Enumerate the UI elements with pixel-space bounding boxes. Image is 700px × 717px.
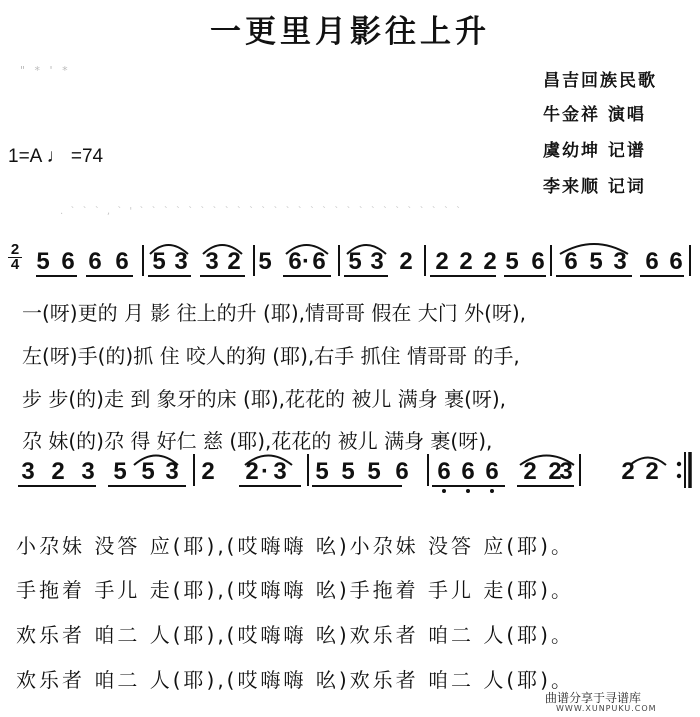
slur — [286, 245, 328, 254]
slur — [245, 456, 292, 466]
lyric-line-2c: 欢乐者 咱二 人(耶),(哎嗨嗨 吆)欢乐者 咱二 人(耶)。 — [16, 623, 574, 647]
note: 2 — [435, 248, 449, 275]
note: 2 — [645, 458, 659, 485]
note: · — [302, 248, 310, 275]
credit-lyrics: 李来顺 记词 — [543, 177, 646, 197]
note: 6 — [531, 248, 545, 275]
repeat-dot — [677, 474, 681, 478]
note: 2 — [201, 458, 215, 485]
note: 6 — [288, 248, 302, 275]
slur — [134, 456, 178, 466]
note: 5 — [348, 248, 362, 275]
note: 5 — [341, 458, 355, 485]
slur — [630, 458, 666, 466]
lyric-line-1c: 步 步(的)走 到 象牙的床 (耶),花花的 被儿 满身 裹(呀), — [22, 387, 507, 411]
watermark: 曲谱分享于寻谱库 — [545, 691, 642, 705]
lyric-line-2a: 小尕妹 没答 应(耶),(哎嗨嗨 吆)小尕妹 没答 应(耶)。 — [16, 534, 574, 558]
note: 2 — [245, 458, 259, 485]
note: 6 — [645, 248, 659, 275]
song-title: 一更里月影往上升 — [210, 14, 490, 50]
credit-origin: 昌吉回族民歌 — [543, 71, 657, 91]
note: 5 — [141, 458, 155, 485]
note: 3 — [370, 248, 384, 275]
note: 6 — [485, 458, 499, 485]
note: 3 — [273, 458, 287, 485]
note: 3 — [174, 248, 188, 275]
note: 3 — [559, 458, 573, 485]
note: 5 — [152, 248, 166, 275]
lyric-line-1a: 一(呀)更的 月 影 往上的升 (耶),情哥哥 假在 大门 外(呀), — [22, 301, 527, 325]
note: 6 — [115, 248, 129, 275]
time-signature-top: 2 — [10, 241, 20, 258]
lyric-line-1b: 左(呀)手(的)抓 住 咬人的狗 (耶),右手 抓住 情哥哥 的手, — [22, 344, 520, 368]
key-tempo: 1=A ♩ =74 — [8, 146, 104, 167]
note: 6 — [312, 248, 326, 275]
note: 3 — [613, 248, 627, 275]
note: 2 — [51, 458, 65, 485]
scan-noise-2: . ` ` ` , ` ' ` ` ` ` ` ` ` ` ` ` ` ` ` ` ` ` ` ` ` ` ` ` ` ` ` ` ` — [60, 206, 464, 217]
note: 6 — [437, 458, 451, 485]
note: 5 — [113, 458, 127, 485]
note: 6 — [669, 248, 683, 275]
watermark-url: WWW.XUNPUKU.COM — [556, 704, 657, 713]
credit-notation: 虞幼坤 记谱 — [543, 141, 646, 161]
note: 2 — [483, 248, 497, 275]
lyric-line-1d: 尕 妹(的)尕 得 好仁 慈 (耶),花花的 被儿 满身 裹(呀), — [22, 429, 493, 453]
note: 5 — [505, 248, 519, 275]
note: 6 — [88, 248, 102, 275]
slur — [520, 456, 574, 466]
note: 6 — [564, 248, 578, 275]
lyric-line-2b: 手拖着 手儿 走(耶),(哎嗨嗨 吆)手拖着 手儿 走(耶)。 — [16, 578, 574, 602]
note: 2 — [548, 458, 562, 485]
slur — [560, 244, 628, 254]
note: 5 — [315, 458, 329, 485]
note: 6 — [461, 458, 475, 485]
repeat-dot — [677, 462, 681, 466]
slur — [347, 245, 386, 254]
octave-dot — [490, 489, 494, 493]
octave-dot — [466, 489, 470, 493]
note: 6 — [395, 458, 409, 485]
slur — [150, 245, 188, 254]
note: 3 — [205, 248, 219, 275]
lyric-line-2d: 欢乐者 咱二 人(耶),(哎嗨嗨 吆)欢乐者 咱二 人(耶)。 — [16, 668, 574, 692]
note: 2 — [459, 248, 473, 275]
note: 3 — [81, 458, 95, 485]
note: 2 — [399, 248, 413, 275]
note: 2 — [621, 458, 635, 485]
note: 5 — [589, 248, 603, 275]
note: 2 — [523, 458, 537, 485]
note: 3 — [165, 458, 179, 485]
note: 5 — [258, 248, 272, 275]
note: 2 — [227, 248, 241, 275]
octave-dot — [442, 489, 446, 493]
scan-noise: " * ' * — [20, 64, 71, 77]
time-signature-bottom: 4 — [10, 256, 20, 273]
note: 5 — [36, 248, 50, 275]
credit-singer: 牛金祥 演唱 — [543, 105, 646, 125]
note: · — [261, 458, 269, 485]
note: 6 — [61, 248, 75, 275]
slur — [203, 245, 242, 254]
note: 3 — [21, 458, 35, 485]
note: 5 — [367, 458, 381, 485]
